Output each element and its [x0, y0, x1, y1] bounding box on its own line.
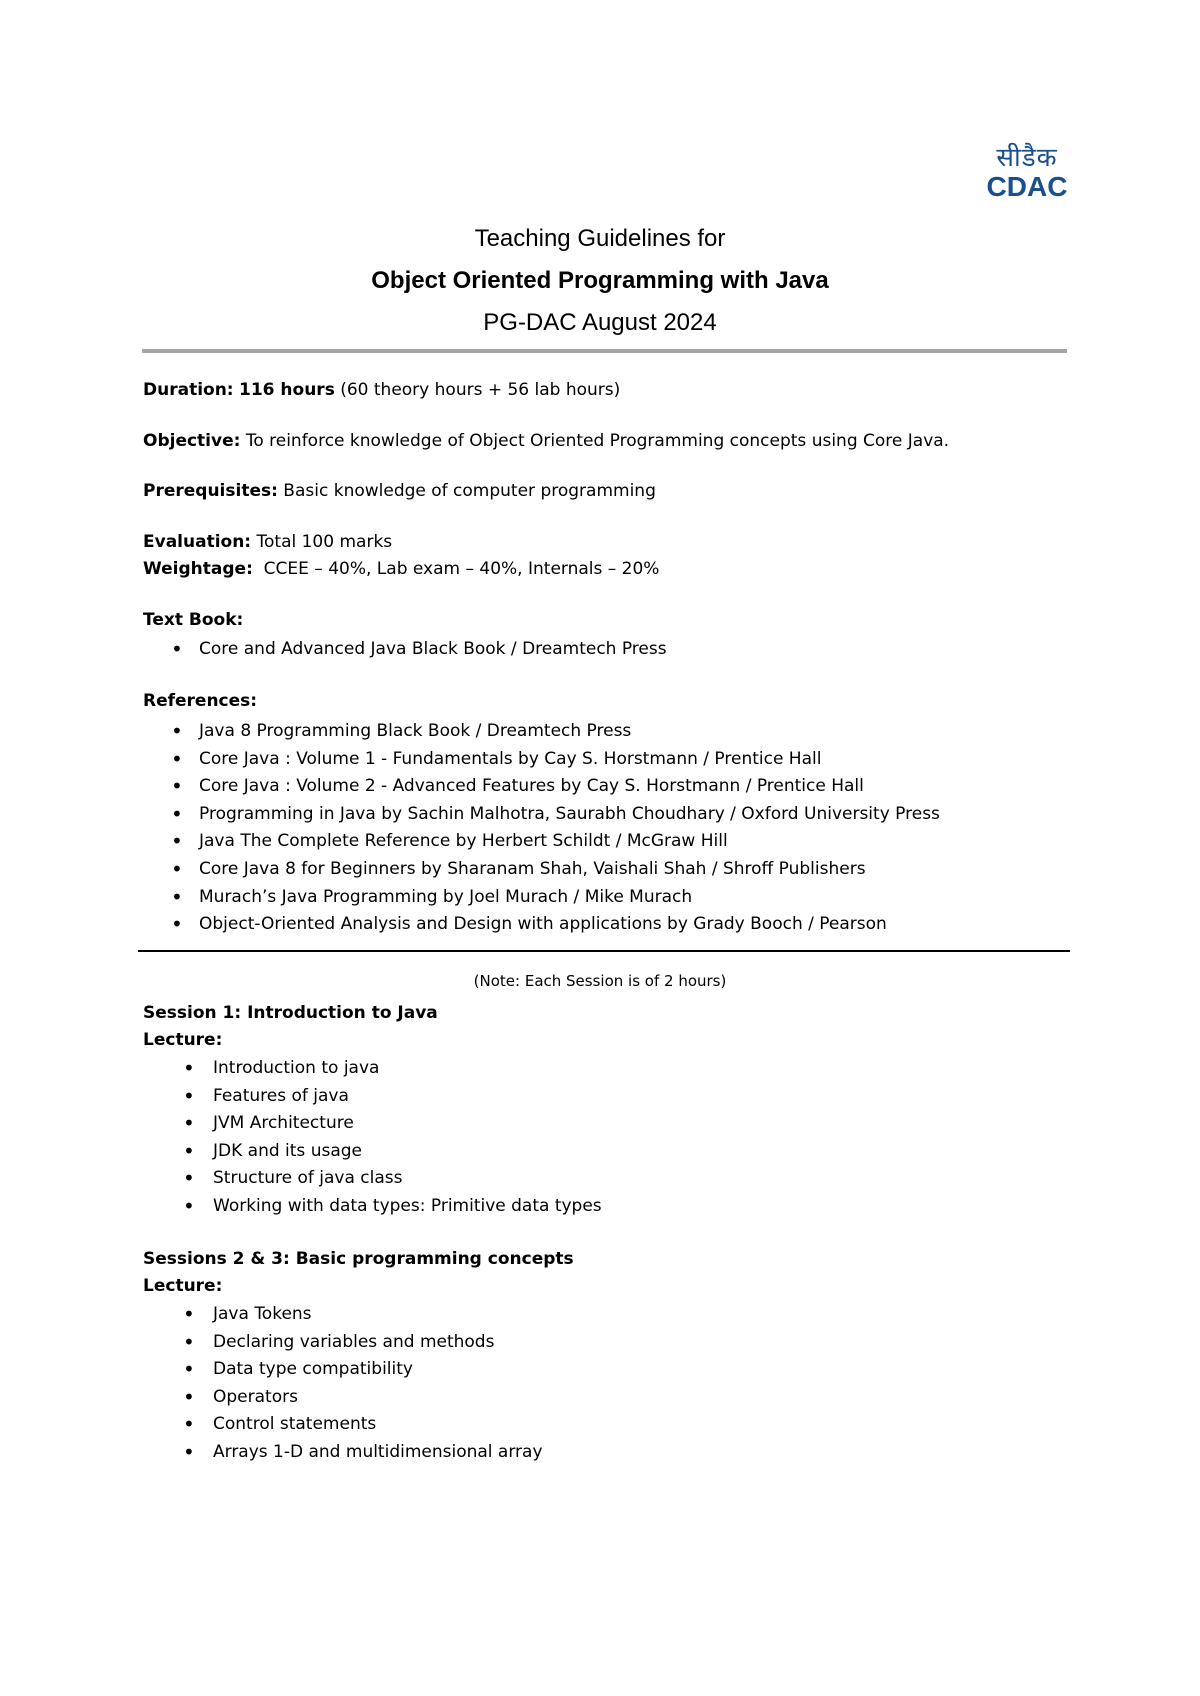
list-item: • Core and Advanced Java Black Book / Dreamtech Press [143, 636, 667, 664]
logo-hindi-text: सीडैक [996, 143, 1058, 173]
evaluation-text: Total 100 marks [251, 532, 393, 552]
cdac-logo [985, 144, 1069, 202]
prerequisites-text: Basic knowledge of computer programming [277, 481, 656, 501]
references-heading: References: [143, 691, 258, 711]
list-item: • Introduction to java [143, 1055, 602, 1083]
title-line-1: Teaching Guidelines for [474, 225, 726, 252]
session-note: (Note: Each Session is of 2 hours) [473, 972, 727, 990]
list-item: • JVM Architecture [143, 1110, 602, 1138]
duration-line [143, 377, 620, 404]
evaluation-label: Evaluation: [143, 532, 252, 552]
list-item: • Java The Complete Reference by Herbert Schildt / McGraw Hill [143, 828, 940, 856]
course-title: Object Oriented Programming with Java [371, 267, 829, 294]
session-1-title: Session 1: Introduction to Java [143, 1003, 438, 1023]
batch-title: PG-DAC August 2024 [483, 309, 717, 336]
list-item: • Java 8 Programming Black Book / Dreamtech Press [143, 718, 940, 746]
weightage-line [143, 556, 659, 583]
list-item: • Operators [143, 1384, 543, 1412]
list-item: • Core Java : Volume 2 - Advanced Features by Cay S. Horstmann / Prentice Hall [143, 773, 940, 801]
list-item: • Control statements [143, 1411, 543, 1439]
logo-latin-text: CDAC [986, 172, 1068, 200]
list-item: • Core Java : Volume 1 - Fundamentals by Cay S. Horstmann / Prentice Hall [143, 746, 940, 774]
session-2-3-title: Sessions 2 & 3: Basic programming concepts [143, 1249, 574, 1269]
list-item: • Arrays 1-D and multidimensional array [143, 1439, 543, 1467]
weightage-text: CCEE – 40%, Lab exam – 40%, Internals – 20% [252, 559, 660, 579]
session-1-lecture-label: Lecture: [143, 1030, 223, 1050]
list-item: • Data type compatibility [143, 1356, 543, 1384]
objective-label: Objective: [143, 431, 241, 451]
references-list [143, 718, 940, 939]
list-item: • Object-Oriented Analysis and Design with applications by Grady Booch / Pearson [143, 911, 940, 939]
list-item: • Features of java [143, 1083, 602, 1111]
list-item: • Programming in Java by Sachin Malhotra, Saurabh Choudhary / Oxford University Press [143, 801, 940, 829]
header-divider [142, 349, 1067, 353]
list-item: • Murach’s Java Programming by Joel Murach / Mike Murach [143, 884, 940, 912]
textbook-list [143, 636, 667, 664]
objective-text: To reinforce knowledge of Object Oriented Programming concepts using Core Java. [240, 431, 950, 451]
list-item: • Working with data types: Primitive data types [143, 1193, 602, 1221]
objective-line [143, 428, 949, 455]
list-item: • JDK and its usage [143, 1138, 602, 1166]
session-2-3-lecture-label: Lecture: [143, 1276, 223, 1296]
list-item: • Structure of java class [143, 1165, 602, 1193]
evaluation-line [143, 529, 392, 556]
weightage-label: Weightage: [143, 559, 253, 579]
textbook-heading: Text Book: [143, 610, 244, 630]
logo-cdac-wordmark [985, 172, 1069, 200]
session-1-topics [143, 1055, 602, 1221]
list-item: • Declaring variables and methods [143, 1329, 543, 1357]
list-item: • Java Tokens [143, 1301, 543, 1329]
session-2-3-topics [143, 1301, 543, 1467]
section-divider [138, 950, 1070, 952]
list-item: • Core Java 8 for Beginners by Sharanam Shah, Vaishali Shah / Shroff Publishers [143, 856, 940, 884]
duration-label: Duration: [143, 380, 234, 400]
prerequisites-line [143, 478, 656, 505]
prerequisites-label: Prerequisites: [143, 481, 278, 501]
duration-breakdown: (60 theory hours + 56 lab hours) [334, 380, 621, 400]
duration-hours: 116 hours [239, 380, 335, 400]
